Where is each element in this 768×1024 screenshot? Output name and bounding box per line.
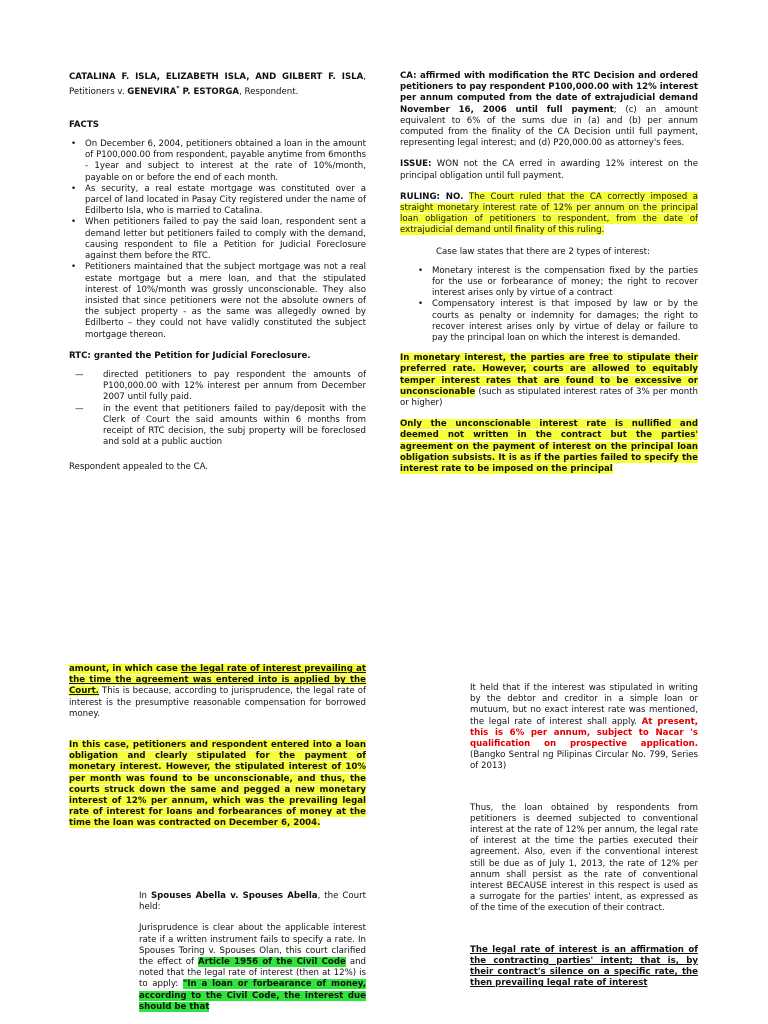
right-column-top <box>400 71 698 475</box>
unconscionable-paragraph: Only the unconscionable interest rate is nullified and deemed not written in the contract but the parties' agreement on the payment of interest on the principal loan obligation subsists. It is as if the parties failed to specify the interest rate to be imposed on the principal <box>400 419 698 475</box>
right-column-bottom <box>470 683 698 989</box>
this-case-paragraph: In this case, petitioners and respondent entered into a loan obligation and clearly stipulated for the payment of monetary interest. However, the stipulated interest of 10% per month was found to be unconscionable, and thus, the courts struck down the same and pegged a new monetary interest of 12% per annum, which was the prevailing legal rate of interest for loans and forbearances of money at the time the loan was contracted on December 6, 2004. <box>69 740 366 829</box>
appealed-text: Respondent appealed to the CA. <box>69 462 209 473</box>
list-item: • Compensatory interest is that imposed by law or by the courts as penalty or indemnity for damages; the right to recover interest arises only by virtue of delay or failure to pay the principal loan on which the interest is demanded. <box>416 299 698 344</box>
abella-block <box>139 891 366 1013</box>
facts-list <box>69 139 366 341</box>
list-item: • Petitioners maintained that the subject mortgage was not a real estate mortgage but a mere loan, and that the stipulated interest of 10%/month was grossly unconscionable. They also insisted that since petitioners were not the absolute owners of the subject property - as the same was allegedly owned by Edilberto – they could not have validly constituted the subject mortgage thereon. <box>69 262 366 340</box>
case-law-intro: Case law states that there are 2 types of interest: <box>436 246 650 257</box>
issue-paragraph: ISSUE: WON not the CA erred in awarding 12% interest on the principal obligation until full payment. <box>400 159 698 181</box>
legal-rate-paragraph: The legal rate of interest is an affirmation of the contracting parties' intent; that is, by their contract's silence on a specific rate, the then prevailing legal rate of interest <box>470 944 698 989</box>
left-column-top <box>69 71 366 474</box>
ruling-paragraph: RULING: NO. The Court ruled that the CA correctly imposed a straight monetary interest rate of 12% per annum on the principal loan obligation of petitioners to respondent, from the date of extrajudicial demand until finality of this ruling. <box>400 191 698 236</box>
jurisprudence-quote: Jurisprudence is clear about the applicable interest rate if a written instrument fails to specify a rate. In Spouses Toring v. Spouses Olan, this court clarified the effect of Article 1956 of the Civil Code and noted that the legal rate of interest (then at 12%) is to apply: "In a loan or forbearance of money, according to the Civil Code, the interest due should be that <box>139 923 367 1012</box>
rtc-list <box>89 370 366 448</box>
interest-types-list <box>416 266 698 344</box>
monetary-paragraph: In monetary interest, the parties are free to stipulate their preferred rate. However, courts are allowed to equitably temper interest rates that are found to be excessive or unconscionable (such as stipulated interest rates of 3% per month or higher) <box>400 353 698 409</box>
held-paragraph: It held that if the interest was stipulated in writing by the debtor and creditor in a simple loan or mutuum, but no exact interest rate was mentioned, the legal rate of interest shall apply. At present, this is 6% per annum, subject to Nacar 's qualification on prospective application. (Bangko Sentral ng Pilipinas Circular No. 799, Series of 2013) <box>470 683 698 772</box>
abella-intro: In Spouses Abella v. Spouses Abella, the Court held: <box>139 891 366 913</box>
ca-paragraph: CA: affirmed with modification the RTC Decision and ordered petitioners to pay respondent P100,000.00 with 12% interest per annum computed from the date of extrajudicial demand November 16, 2006 until full payment; (c) an amount equivalent to 6% of the sums due in (a) and (b) per annum computed from the finality of the CA Decision until full payment, representing legal interest; and (d) P20,000.00 as attorney's fees. <box>400 71 698 149</box>
list-item: • When petitioners failed to pay the said loan, respondent sent a demand letter but petitioners failed to comply with the demand, causing respondent to file a Petition for Judicial Foreclosure against them before the RTC. <box>69 217 366 262</box>
facts-heading: FACTS <box>69 119 99 130</box>
amount-paragraph: amount, in which case the legal rate of interest prevailing at the time the agreement was entered into is applied by the Court. This is because, according to jurisprudence, the legal rate of interest is the presumptive reasonable compensation for borrowed money. <box>69 664 366 719</box>
list-item: • As security, a real estate mortgage was constituted over a parcel of land located in Pasay City registered under the name of Edilberto Isla, who is married to Catalina. <box>69 184 366 218</box>
left-column-bottom <box>69 664 366 830</box>
thus-paragraph: Thus, the loan obtained by respondents from petitioners is deemed subjected to conventional interest at the rate of 12% per annum, the legal rate of interest at the time the parties executed their agreement. Also, even if the conventional interest still be due as of July 1, 2013, the rate of 12% per annum shall persist as the rate of conventional interest BECAUSE interest in this respect is used as a surrogate for the parties' intent, as expressed as of the time of the execution of their contract. <box>470 802 698 914</box>
case-title: CATALINA F. ISLA, ELIZABETH ISLA, AND GILBERT F. ISLA, Petitioners v. GENEVIRA* P. ESTORGA, Respondent. <box>69 72 366 97</box>
list-item: — directed petitioners to pay respondent the amounts of P100,000.00 with 12% interest per annum from December 2007 until fully paid. <box>89 370 366 404</box>
rtc-heading: RTC: granted the Petition for Judicial Foreclosure. <box>69 350 311 361</box>
list-item: • Monetary interest is the compensation fixed by the parties for the use or forbearance of money; the right to recover interest arises only by virtue of a contract <box>416 266 698 300</box>
list-item: • On December 6, 2004, petitioners obtained a loan in the amount of P100,000.00 from respondent, payable anytime from 6months - 1year and subject to interest at the rate of 10%/month, payable on or before the end of each month. <box>69 139 366 184</box>
list-item: — in the event that petitioners failed to pay/deposit with the Clerk of Court the said amounts within 6 months from receipt of RTC decision, the subj property will be foreclosed and sold at a public auction <box>89 404 366 449</box>
